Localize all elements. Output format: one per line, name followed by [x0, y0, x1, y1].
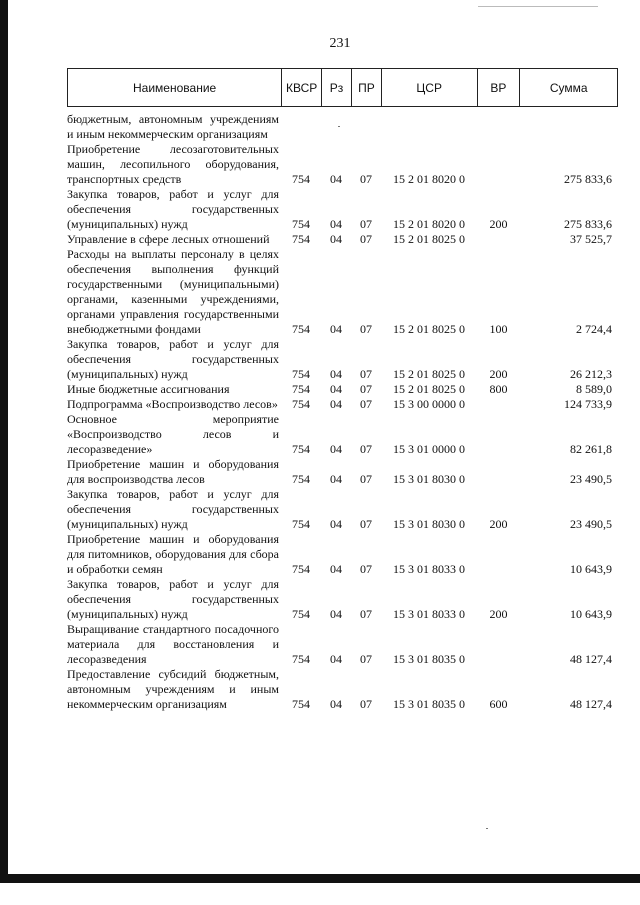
row-name: Иные бюджетные ассигнования	[67, 382, 230, 396]
row-name: Основное мероприятие «Воспроизводство лесов и лесоразведение»	[67, 412, 279, 456]
table-row	[67, 112, 618, 142]
table-row	[67, 232, 618, 247]
row-name: Закупка товаров, работ и услуг для обеспечения государственных (муниципальных) нужд	[67, 337, 279, 381]
table-row	[67, 247, 618, 337]
row-rz: 04	[330, 322, 342, 336]
table-row	[67, 412, 618, 457]
row-rz: 04	[330, 652, 342, 666]
row-kvsr: 754	[292, 367, 310, 381]
header-csr: ЦСР	[381, 69, 477, 106]
row-pr: 07	[360, 322, 372, 336]
row-kvsr: 754	[292, 697, 310, 711]
row-rz: 04	[330, 607, 342, 621]
row-sum: 26 212,3	[570, 367, 612, 381]
row-pr: 07	[360, 442, 372, 456]
row-name: Закупка товаров, работ и услуг для обеспечения государственных (муниципальных) нужд	[67, 487, 279, 531]
table-row	[67, 457, 618, 487]
row-rz: 04	[330, 442, 342, 456]
row-sum: 8 589,0	[576, 382, 612, 396]
row-pr: 07	[360, 562, 372, 576]
row-name: Приобретение лесозаготовительных машин, лесопильного оборудования, транспортных средств	[67, 142, 279, 186]
row-sum: 37 525,7	[570, 232, 612, 246]
row-sum: 23 490,5	[570, 517, 612, 531]
row-pr: 07	[360, 652, 372, 666]
row-csr: 15 2 01 8025 0	[393, 382, 465, 396]
row-sum: 48 127,4	[570, 652, 612, 666]
table-row	[67, 577, 618, 622]
row-sum: 48 127,4	[570, 697, 612, 711]
row-csr: 15 3 00 0000 0	[393, 397, 465, 411]
table-row	[67, 532, 618, 577]
row-csr: 15 3 01 0000 0	[393, 442, 465, 456]
row-sum: 275 833,6	[564, 172, 612, 186]
row-kvsr: 754	[292, 382, 310, 396]
row-vr: 200	[489, 217, 508, 231]
row-rz: 04	[330, 697, 342, 711]
row-csr: 15 3 01 8030 0	[393, 517, 465, 531]
table-row	[67, 397, 618, 412]
row-kvsr: 754	[292, 217, 310, 231]
row-name: Расходы на выплаты персоналу в целях обеспечения выполнения функций государственными (муниципальными) органами, казенными учреждениями, органами управления государственными внебюджетными фондами	[67, 247, 279, 336]
row-rz: 04	[330, 397, 342, 411]
row-sum: 275 833,6	[564, 217, 612, 231]
row-csr: 15 2 01 8025 0	[393, 232, 465, 246]
row-vr: 800	[489, 382, 508, 396]
row-sum: 82 261,8	[570, 442, 612, 456]
row-name: бюджетным, автономным учреждениям и иным некоммерческим организациям	[67, 112, 279, 141]
row-pr: 07	[360, 217, 372, 231]
row-kvsr: 754	[292, 607, 310, 621]
row-pr: 07	[360, 697, 372, 711]
row-csr: 15 2 01 8025 0	[393, 367, 465, 381]
scan-border-bottom	[0, 874, 640, 883]
row-vr: 200	[489, 607, 508, 621]
row-rz: 04	[330, 517, 342, 531]
row-pr: 07	[360, 517, 372, 531]
row-rz: 04	[330, 382, 342, 396]
row-csr: 15 3 01 8035 0	[393, 697, 465, 711]
row-kvsr: 754	[292, 397, 310, 411]
row-sum: 10 643,9	[570, 607, 612, 621]
row-pr: 07	[360, 397, 372, 411]
row-csr: 15 2 01 8025 0	[393, 322, 465, 336]
row-kvsr: 754	[292, 232, 310, 246]
row-sum: 124 733,9	[564, 397, 612, 411]
row-rz: 04	[330, 232, 342, 246]
row-name: Предоставление субсидий бюджетным, автономным учреждениям и иным некоммерческим организациям	[67, 667, 279, 711]
scan-border-left	[0, 0, 8, 882]
row-vr: 200	[489, 517, 508, 531]
row-kvsr: 754	[292, 442, 310, 456]
table-row	[67, 487, 618, 532]
row-vr: 200	[489, 367, 508, 381]
row-vr: 100	[489, 322, 508, 336]
table-header	[67, 68, 618, 107]
table-row	[67, 337, 618, 382]
row-csr: 15 3 01 8030 0	[393, 472, 465, 486]
table-row	[67, 142, 618, 187]
row-pr: 07	[360, 367, 372, 381]
row-name: Выращивание стандартного посадочного материала для восстановления и лесоразведения	[67, 622, 279, 666]
table-row	[67, 622, 618, 667]
row-rz: 04	[330, 172, 342, 186]
row-rz: 04	[330, 367, 342, 381]
row-pr: 07	[360, 172, 372, 186]
row-pr: 07	[360, 382, 372, 396]
table-row	[67, 382, 618, 397]
row-pr: 07	[360, 232, 372, 246]
row-name: Закупка товаров, работ и услуг для обеспечения государственных (муниципальных) нужд	[67, 187, 279, 231]
row-csr: 15 2 01 8020 0	[393, 217, 465, 231]
row-kvsr: 754	[292, 652, 310, 666]
row-sum: 2 724,4	[576, 322, 612, 336]
row-csr: 15 3 01 8035 0	[393, 652, 465, 666]
header-name: Наименование	[133, 80, 217, 95]
table-row	[67, 667, 618, 712]
header-pr: ПР	[351, 69, 381, 106]
header-vr: ВР	[477, 69, 520, 106]
header-kvsr: КВСР	[281, 69, 321, 106]
row-sum: 23 490,5	[570, 472, 612, 486]
row-name: Подпрограмма «Воспроизводство лесов»	[67, 397, 278, 411]
row-rz: 04	[330, 562, 342, 576]
row-name: Закупка товаров, работ и услуг для обеспечения государственных (муниципальных) нужд	[67, 577, 279, 621]
row-sum: 10 643,9	[570, 562, 612, 576]
row-csr: 15 3 01 8033 0	[393, 562, 465, 576]
row-pr: 07	[360, 472, 372, 486]
header-sum: Сумма	[519, 69, 617, 106]
row-vr: 600	[489, 697, 508, 711]
row-name: Приобретение машин и оборудования для питомников, оборудования для сбора и обработки семян	[67, 532, 279, 576]
header-rz: Рз	[321, 69, 351, 106]
row-pr: 07	[360, 607, 372, 621]
row-kvsr: 754	[292, 172, 310, 186]
table-row	[67, 187, 618, 232]
row-name: Управление в сфере лесных отношений	[67, 232, 270, 246]
scan-mark-top	[478, 6, 598, 7]
table-body	[67, 112, 618, 712]
page-number: 231	[329, 36, 351, 51]
row-kvsr: 754	[292, 562, 310, 576]
row-csr: 15 3 01 8033 0	[393, 607, 465, 621]
row-kvsr: 754	[292, 322, 310, 336]
scan-speck	[486, 828, 488, 829]
row-kvsr: 754	[292, 517, 310, 531]
row-rz: 04	[330, 217, 342, 231]
scan-speck	[338, 126, 340, 127]
row-name: Приобретение машин и оборудования для воспроизводства лесов	[67, 457, 279, 486]
row-csr: 15 2 01 8020 0	[393, 172, 465, 186]
row-kvsr: 754	[292, 472, 310, 486]
row-rz: 04	[330, 472, 342, 486]
